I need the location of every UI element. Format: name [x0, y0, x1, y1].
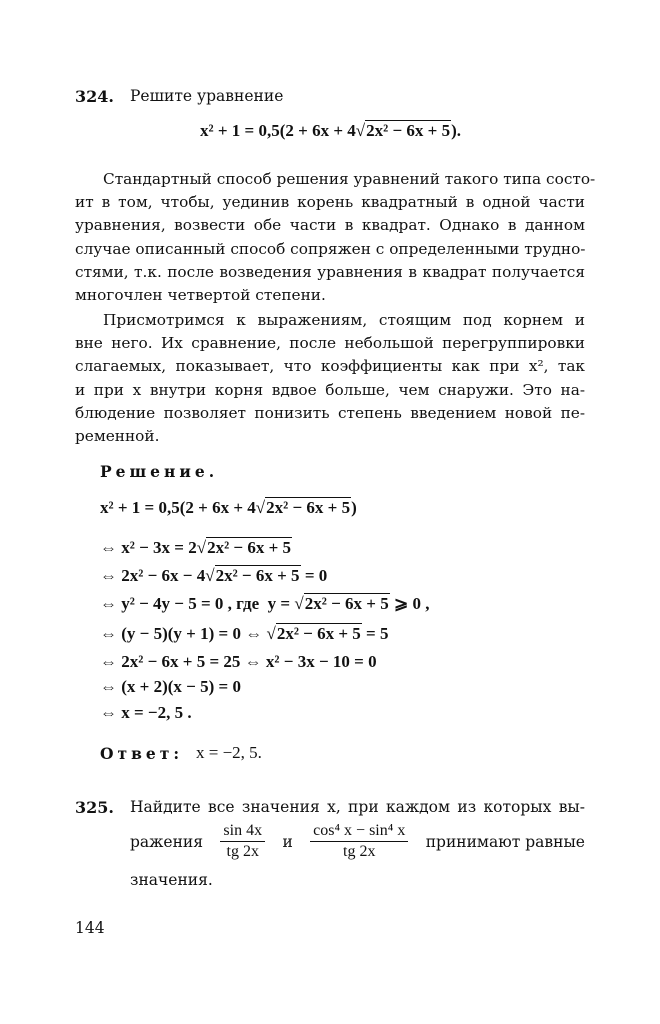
solution-step [100, 566, 327, 586]
radicand: 2x² − 6x + 5 [304, 594, 389, 613]
solution-label: Решение. [100, 462, 219, 481]
math-text: ⩾ 0 , [389, 594, 430, 613]
paragraph-line: случае описанный способ сопряжен с определенными трудно- [75, 239, 586, 258]
paragraph-line: слагаемых, показывает, что коэффициенты как при x², так [75, 357, 585, 376]
main-equation [200, 121, 461, 141]
problem-prompt: Решите уравнение [130, 87, 284, 105]
math-text: x² + 1 = 0,5(2 + 6x + 4 [100, 498, 256, 517]
math-text: ⇔ y² − 4y − 5 = 0 , где y = [100, 594, 295, 613]
paragraph-line: ит в том, чтобы, уединив корень квадратный в одной части [75, 193, 585, 212]
radicand: 2x² − 6x + 5 [266, 498, 351, 517]
square-root [256, 498, 351, 518]
fraction-2 [310, 822, 408, 861]
math-text: ⇔ (x + 2)(x − 5) = 0 [100, 677, 241, 696]
math-text: x² + 1 = 0,5(2 + 6x + 4 [200, 121, 356, 140]
problem-number-325: 325. [75, 798, 114, 817]
math-text: ). [451, 121, 462, 140]
problem-325-line1: Найдите все значения x, при каждом из которых вы- [130, 798, 585, 816]
fraction-2-numerator: cos⁴ x − sin⁴ x [310, 822, 408, 842]
math-text: ⇔ 2x² − 6x − 4 [100, 566, 206, 585]
problem-325-line3: значения. [130, 871, 213, 889]
radical-sign-icon: √ [355, 121, 366, 140]
math-text: ⇔ 2x² − 6x + 5 = 25 ⇔ x² − 3x − 10 = 0 [100, 652, 377, 671]
math-text: ⇔ (y − 5)(y + 1) = 0 ⇔ [100, 624, 267, 643]
square-root [266, 624, 361, 644]
paragraph-line: блюдение позволяет понизить степень введением новой пе- [75, 403, 585, 422]
conjunction: и [282, 832, 293, 851]
line2-start: ражения [130, 832, 204, 851]
paragraph-line: уравнения, возвести обе части в квадрат. Однако в данном [75, 216, 585, 235]
math-text: ⇔ x = −2, 5 . [100, 703, 192, 722]
square-root [197, 538, 292, 558]
radical-sign-icon: √ [255, 498, 266, 517]
problem-325-line2 [130, 822, 585, 861]
math-text: ) [351, 498, 357, 517]
paragraph-line: Присмотримся к выражениям, стоящим под корнем и [103, 311, 585, 329]
radicand: 2x² − 6x + 5 [207, 538, 292, 557]
radicand: 2x² − 6x + 5 [215, 566, 300, 585]
solution-step [100, 652, 377, 672]
solution-step [100, 624, 388, 644]
radicand: 2x² − 6x + 5 [276, 624, 361, 643]
fraction-1-numerator: sin 4x [220, 822, 265, 842]
problem-number: 324. [75, 87, 114, 106]
radical-sign-icon: √ [294, 594, 304, 613]
paragraph-line: многочлен четвертой степени. [75, 286, 326, 304]
line2-end: принимают равные [425, 832, 585, 851]
math-text: = 0 [300, 566, 328, 585]
math-text: ⇔ x² − 3x = 2 [100, 538, 197, 557]
radical-sign-icon: √ [205, 566, 215, 585]
solution-step [100, 677, 241, 697]
answer-label: Ответ: [100, 744, 184, 763]
radical-sign-icon: √ [196, 538, 207, 557]
fraction-1-denominator: tg 2x [226, 843, 259, 860]
page-number: 144 [75, 919, 105, 937]
solution-step [100, 594, 429, 614]
answer-value: x = −2, 5. [196, 743, 262, 762]
radical-sign-icon: √ [266, 624, 276, 643]
solution-step [100, 538, 292, 558]
solution-step [100, 703, 192, 723]
paragraph-line: стями, т.к. после возведения уравнения в квадрат получается [75, 262, 585, 281]
paragraph-line: ременной. [75, 427, 160, 445]
square-root [294, 594, 389, 614]
fraction-1 [220, 822, 265, 861]
square-root [205, 566, 300, 586]
paragraph-line: Стандартный способ решения уравнений такого типа состо- [103, 170, 596, 188]
radicand: 2x² − 6x + 5 [366, 121, 451, 140]
paragraph-line: вне него. Их сравнение, после небольшой перегруппировки [75, 334, 585, 353]
square-root [356, 121, 451, 141]
math-text: = 5 [361, 624, 389, 643]
paragraph-line: и при x внутри корня вдвое больше, чем снаружи. Это на- [75, 380, 585, 399]
fraction-2-denominator: tg 2x [343, 843, 376, 860]
solution-step [100, 498, 357, 518]
